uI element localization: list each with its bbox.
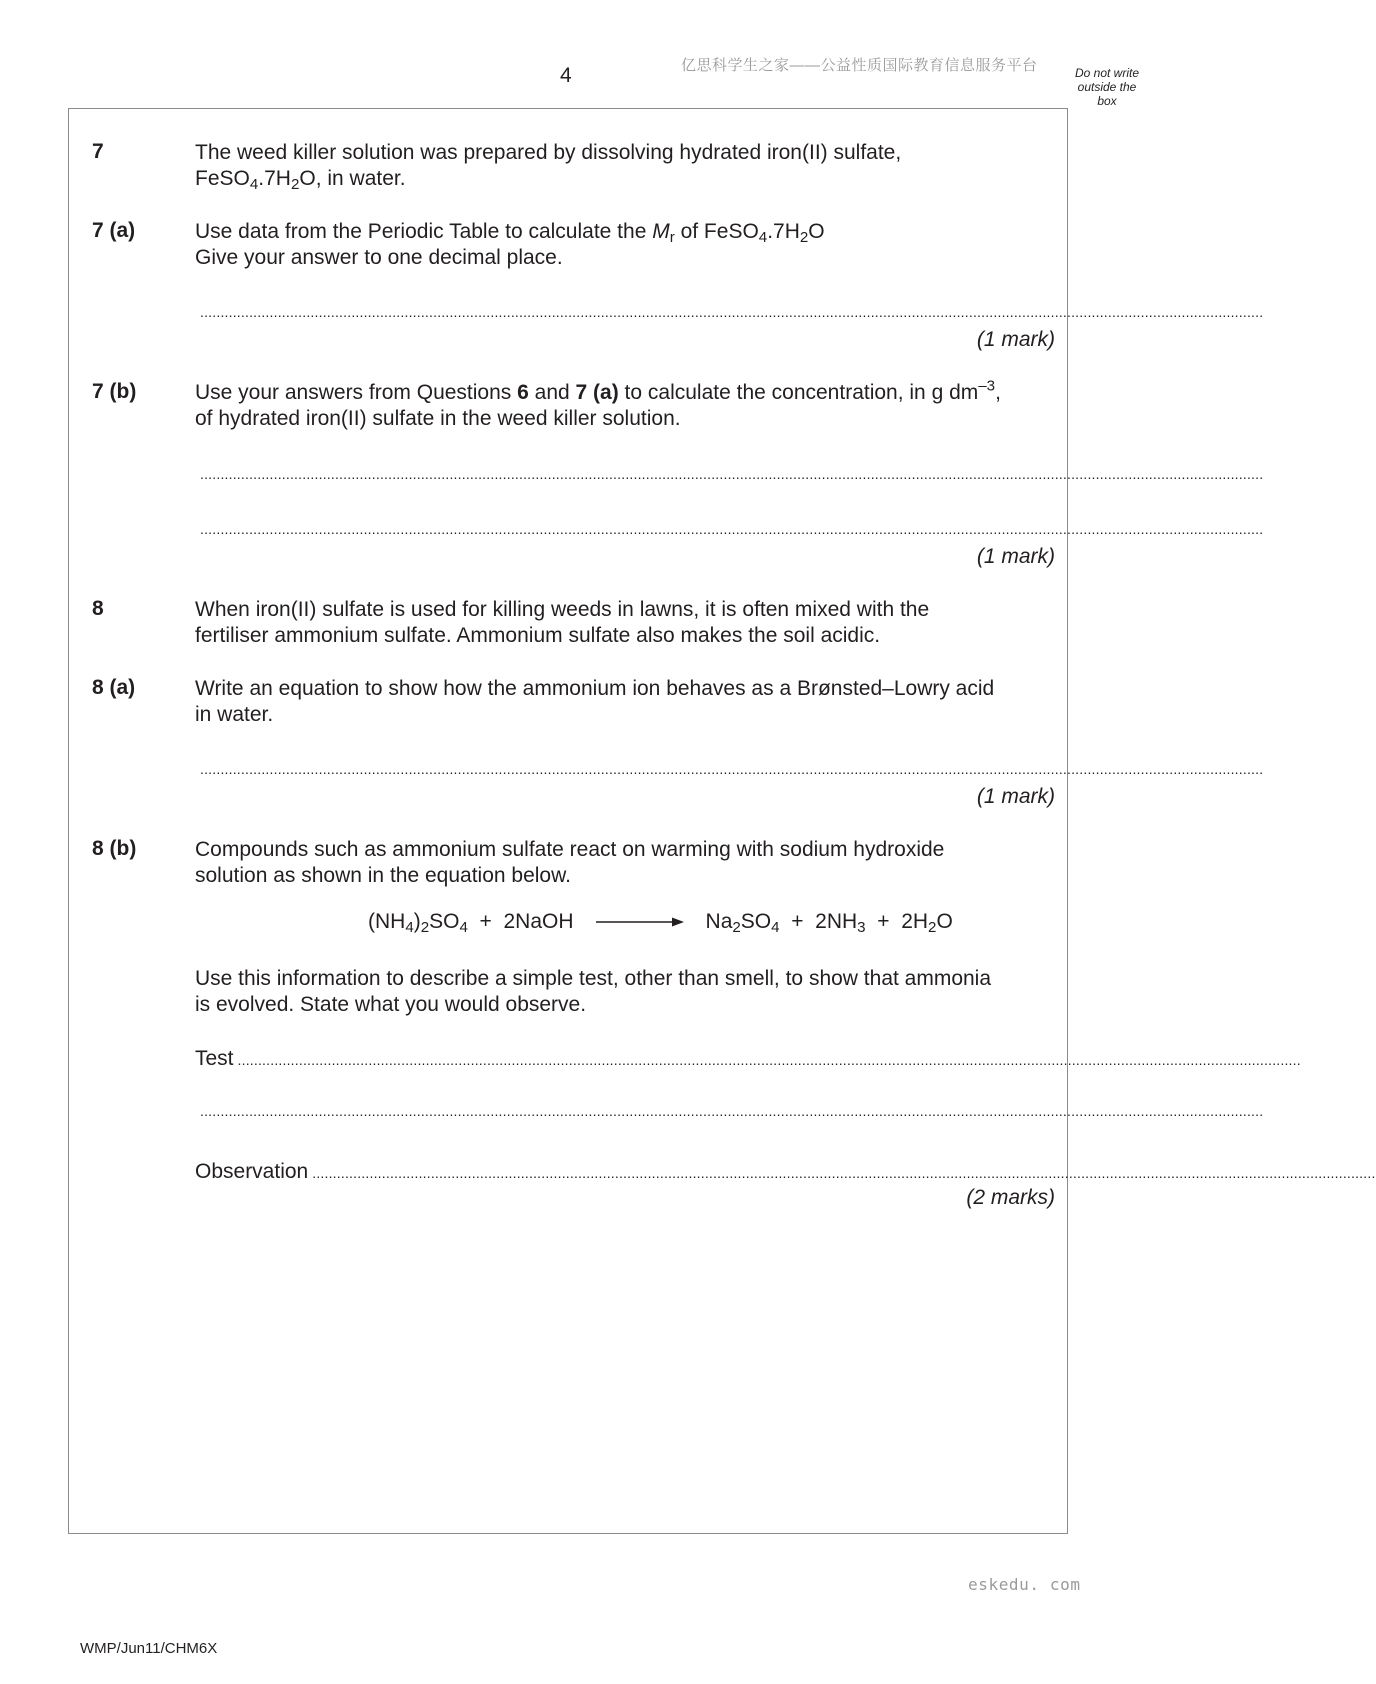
observation-label: Observation xyxy=(195,1160,312,1183)
question-8-line1: When iron(II) sulfate is used for killing weeds in lawns, it is often mixed with the xyxy=(195,598,930,621)
question-number-8: 8 xyxy=(92,597,104,620)
question-8-text xyxy=(195,597,1055,649)
question-8b-line3: Use this information to describe a simple test, other than smell, to show that ammonia xyxy=(195,967,992,990)
reactant-sodium-hydroxide: 2NaOH xyxy=(503,910,574,933)
mark-8b: (2 marks) xyxy=(966,1186,1055,1209)
question-number-7: 7 xyxy=(92,140,104,163)
mark-8a: (1 mark) xyxy=(976,785,1055,808)
question-number-8b: 8 (b) xyxy=(92,837,137,860)
test-answer-line[interactable]: Test .................................................................................................................................................................................................................................................................... xyxy=(195,1047,1301,1070)
test-label: Test xyxy=(195,1047,238,1070)
question-7a-line1: Use data from the Periodic Table to calculate the $M_r$ of $FeSO_4.7H_2O$ xyxy=(195,220,825,246)
reaction-arrow-icon xyxy=(596,910,684,934)
question-7-text xyxy=(195,140,1055,192)
test-answer-line-2[interactable]: .................................................................................................................................................................................................................................................................... xyxy=(200,1103,1264,1119)
question-8b-line2: solution as shown in the equation below. xyxy=(195,864,571,887)
product-water: $2H_2O$ xyxy=(901,910,953,936)
question-7b-text xyxy=(195,377,1055,432)
question-8b-instruction xyxy=(195,966,1055,1018)
page-number: 4 xyxy=(560,64,572,87)
question-number-7b: 7 (b) xyxy=(92,380,137,403)
margin-note xyxy=(1067,66,1147,108)
question-number-8a: 8 (a) xyxy=(92,676,136,699)
question-8a-line2: in water. xyxy=(195,703,274,726)
question-7a-line2: Give your answer to one decimal place. xyxy=(195,246,563,269)
margin-note-line: Do not write xyxy=(1074,66,1140,80)
question-7b-line1: Use your answers from Questions 6 and 7 (a) to calculate the concentration, in g $dm^{-3}$, xyxy=(195,377,1001,404)
answer-line-7b-1[interactable]: .................................................................................................................................................................................................................................................................... xyxy=(200,466,1264,482)
reaction-equation: $(NH_4)_2SO_4$ + 2NaOH $Na_2SO_4 + 2NH_3 + 2H_2O$ xyxy=(368,910,953,936)
header-watermark: 亿思科学生之家——公益性质国际教育信息服务平台 xyxy=(681,57,1038,74)
question-number-7a: 7 (a) xyxy=(92,219,136,242)
answer-line-8a[interactable]: .................................................................................................................................................................................................................................................................... xyxy=(200,761,1264,777)
answer-line-7b-2[interactable]: .................................................................................................................................................................................................................................................................... xyxy=(200,521,1264,537)
footer-watermark: eskedu. com xyxy=(968,1575,1081,1594)
question-8a-line1: Write an equation to show how the ammonium ion behaves as a Brønsted–Lowry acid xyxy=(195,677,995,700)
question-7-line1: The weed killer solution was prepared by dissolving hydrated iron(II) sulfate, xyxy=(195,141,902,164)
question-8a-text xyxy=(195,676,1055,728)
answer-line-7a[interactable]: .................................................................................................................................................................................................................................................................... xyxy=(200,304,1264,320)
product-sodium-sulfate: $Na_2SO_4$ xyxy=(705,910,780,936)
question-7a-text xyxy=(195,219,1055,271)
margin-note-line: outside the xyxy=(1077,80,1137,94)
question-8b-line4: is evolved. State what you would observe. xyxy=(195,993,587,1016)
margin-note-line: box xyxy=(1097,94,1117,108)
reactant-ammonium-sulfate: $(NH_4)_2SO_4$ xyxy=(368,910,468,936)
footer-code: WMP/Jun11/CHM6X xyxy=(80,1640,218,1657)
observation-answer-line[interactable]: Observation .................................................................................................................................................................................................................................................................... xyxy=(195,1160,1376,1183)
mark-7a: (1 mark) xyxy=(976,328,1055,351)
question-8-line2: fertiliser ammonium sulfate. Ammonium sulfate also makes the soil acidic. xyxy=(195,624,881,647)
product-ammonia: $2NH_3$ xyxy=(815,910,866,936)
question-8b-line1: Compounds such as ammonium sulfate react on warming with sodium hydroxide xyxy=(195,838,945,861)
mark-7b: (1 mark) xyxy=(976,545,1055,568)
question-7b-line2: of hydrated iron(II) sulfate in the weed killer solution. xyxy=(195,407,681,430)
question-8b-text xyxy=(195,837,1055,889)
question-7-line2: $FeSO_4.7H_2O$, in water. xyxy=(195,167,406,193)
